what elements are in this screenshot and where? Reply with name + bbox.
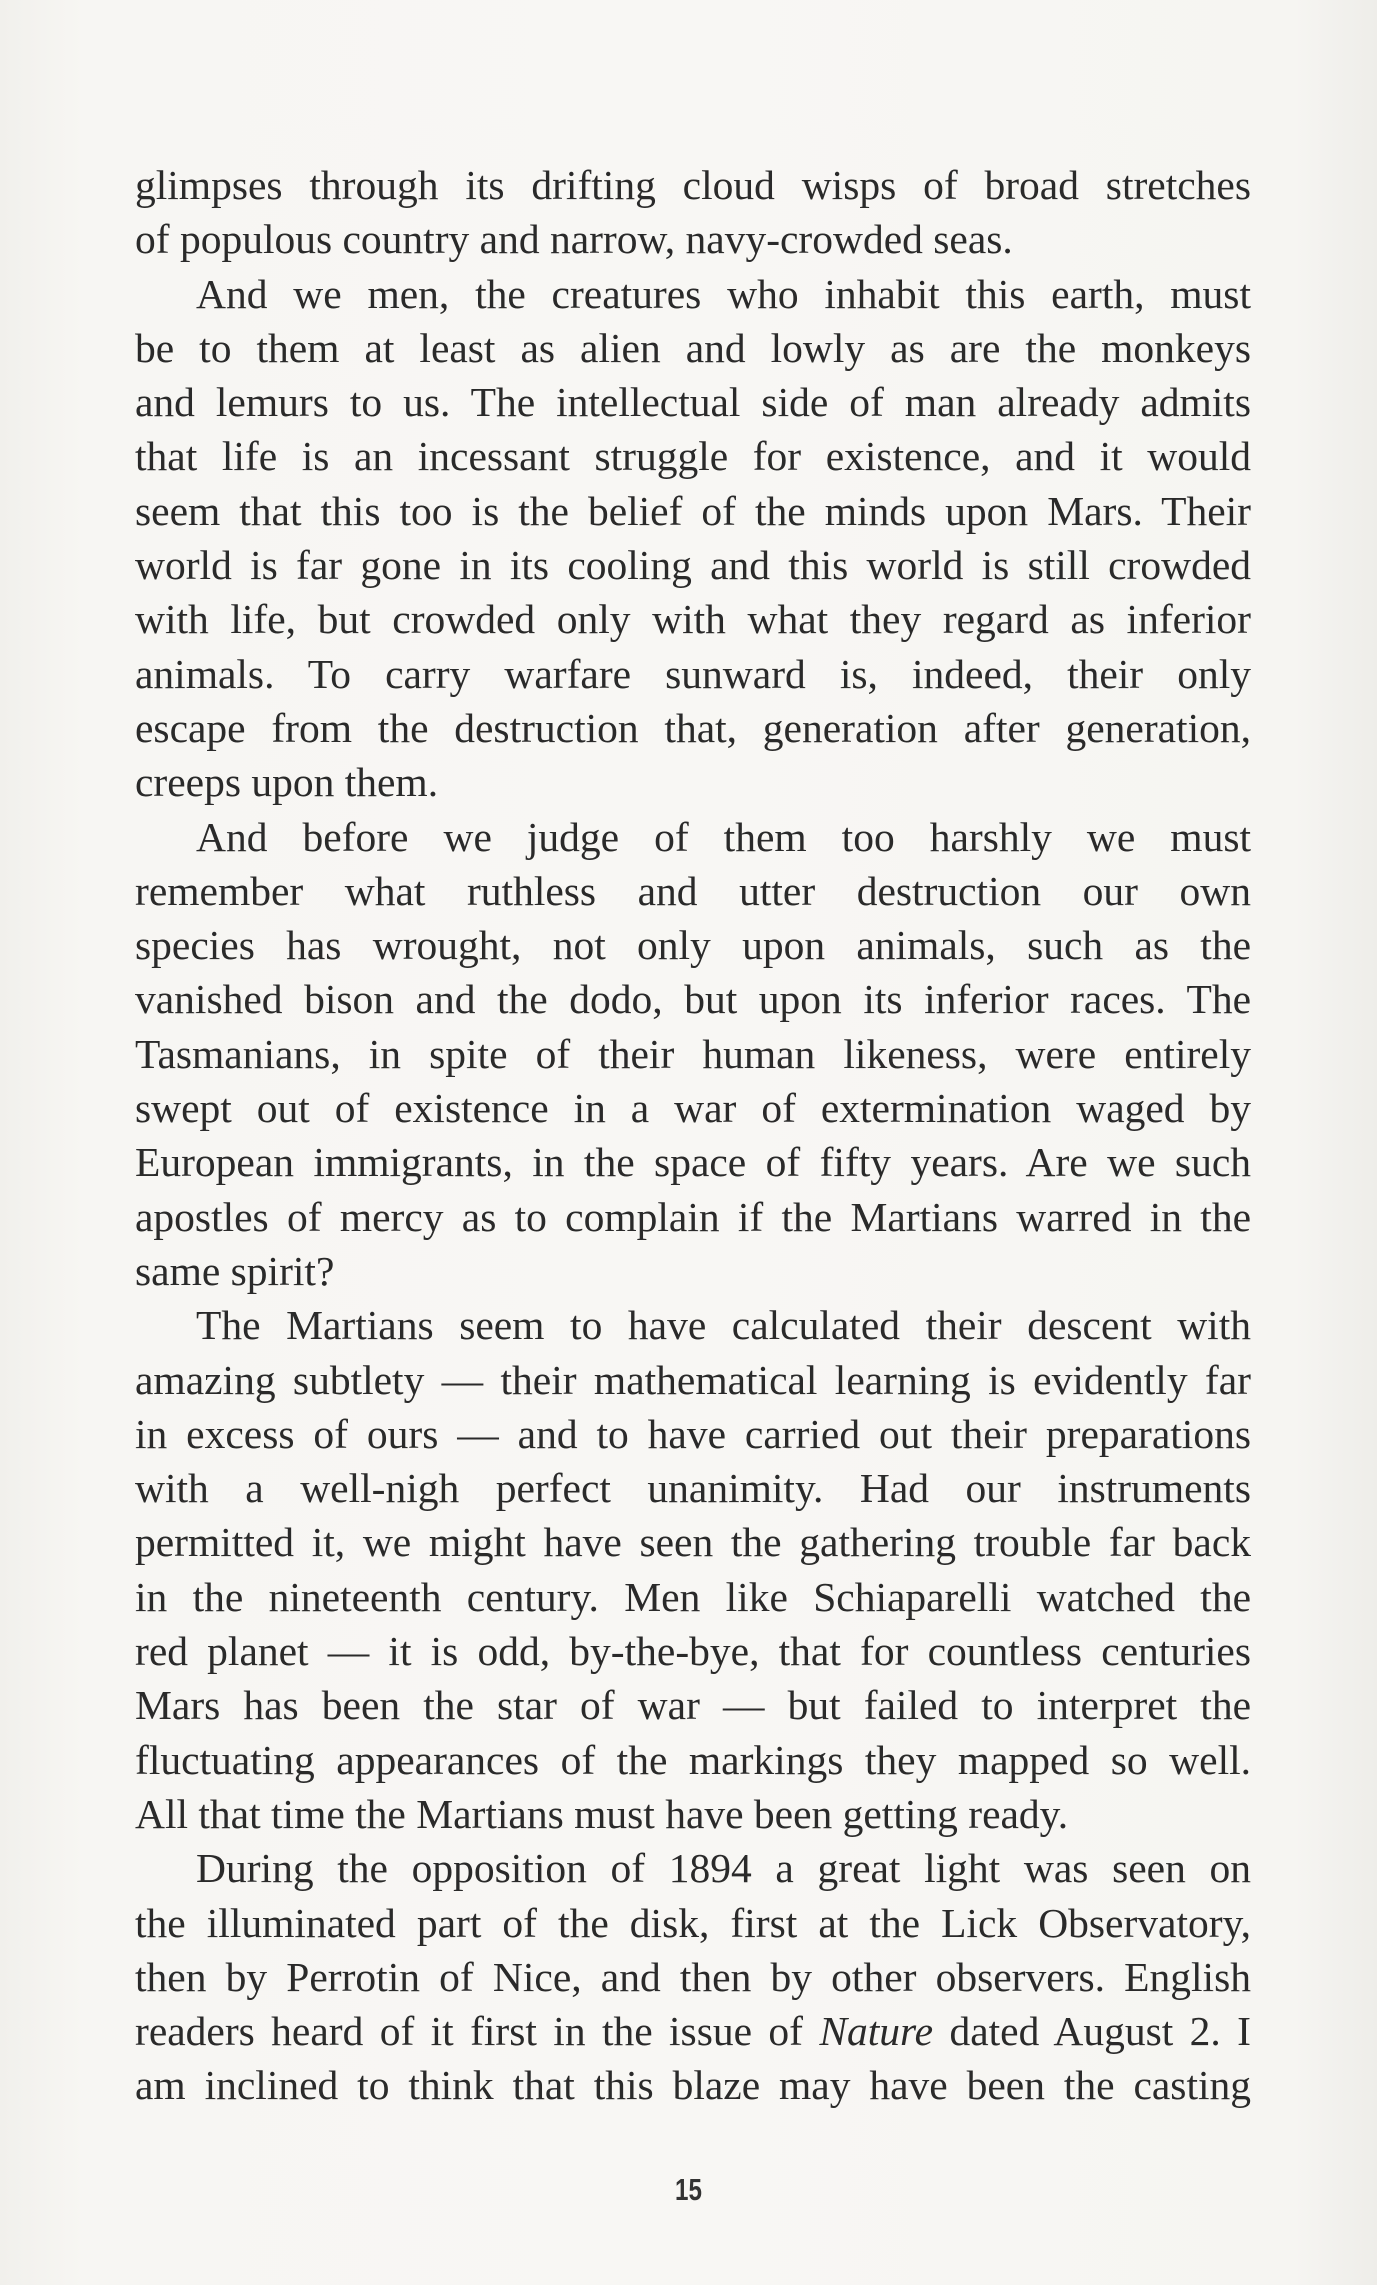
text-line: swept out of existence in a war of extermination waged by bbox=[135, 1085, 1251, 1132]
text-line: that life is an incessant struggle for existence, and it would bbox=[135, 433, 1251, 480]
text-line: fluctuating appearances of the markings they mapped so well. bbox=[135, 1736, 1251, 1783]
text-line: seem that this too is the belief of the minds upon Mars. Their bbox=[135, 487, 1251, 534]
text-line: animals. To carry warfare sunward is, indeed, their only bbox=[135, 650, 1251, 697]
text-line: in the nineteenth century. Men like Schiaparelli watched the bbox=[135, 1573, 1251, 1620]
text-line: All that time the Martians must have been getting ready. bbox=[135, 1790, 1069, 1837]
text-line: remember what ruthless and utter destruction our own bbox=[135, 867, 1251, 914]
text-line: in excess of ours — and to have carried out their preparations bbox=[135, 1410, 1251, 1457]
text-line: Mars has been the star of war — but failed to interpret the bbox=[135, 1682, 1251, 1729]
text-line: same spirit? bbox=[135, 1247, 335, 1294]
text-segment: readers heard of it first in the issue of bbox=[135, 2008, 820, 2055]
text-line: with life, but crowded only with what they regard as inferior bbox=[135, 596, 1251, 643]
body-text bbox=[135, 158, 1251, 2113]
text-line: escape from the destruction that, generation after generation, bbox=[135, 704, 1251, 751]
text-line: red planet — it is odd, by-the-bye, that for countless centuries bbox=[135, 1628, 1251, 1675]
page-number: 15 bbox=[675, 2172, 702, 2207]
text-line: European immigrants, in the space of fifty years. Are we such bbox=[135, 1139, 1251, 1186]
text-line-with-italic bbox=[135, 2004, 1251, 2058]
text-line: permitted it, we might have seen the gathering trouble far back bbox=[135, 1519, 1251, 1566]
journal-title-italic: Nature bbox=[819, 2008, 934, 2055]
text-line: am inclined to think that this blaze may have been the casting bbox=[135, 2062, 1251, 2109]
text-line: and lemurs to us. The intellectual side of man already admits bbox=[135, 379, 1251, 426]
text-line: apostles of mercy as to complain if the Martians warred in the bbox=[135, 1193, 1251, 1240]
text-line: the illuminated part of the disk, first at the Lick Observatory, bbox=[135, 1899, 1251, 1946]
text-line: of populous country and narrow, navy-crowded seas. bbox=[135, 216, 1013, 263]
text-line: with a well-nigh perfect unanimity. Had our instruments bbox=[135, 1465, 1251, 1512]
text-segment: dated August 2. I bbox=[933, 2008, 1251, 2055]
text-line: Tasmanians, in spite of their human likeness, were entirely bbox=[135, 1030, 1251, 1077]
paragraph-start-line: During the opposition of 1894 a great light was seen on bbox=[196, 1845, 1251, 1892]
text-line: creeps upon them. bbox=[135, 759, 439, 806]
text-line: amazing subtlety — their mathematical learning is evidently far bbox=[135, 1356, 1251, 1403]
text-line: vanished bison and the dodo, but upon its inferior races. The bbox=[135, 976, 1251, 1023]
paragraph-start-line: The Martians seem to have calculated their descent with bbox=[196, 1302, 1251, 1349]
paragraph-start-line: And before we judge of them too harshly we must bbox=[196, 813, 1251, 860]
text-line: glimpses through its drifting cloud wisps of broad stretches bbox=[135, 162, 1251, 208]
paragraph-start-line: And we men, the creatures who inhabit this earth, must bbox=[196, 270, 1251, 317]
text-line: species has wrought, not only upon animals, such as the bbox=[135, 922, 1251, 969]
text-line: world is far gone in its cooling and this world is still crowded bbox=[135, 542, 1251, 589]
text-line: be to them at least as alien and lowly as are the monkeys bbox=[135, 324, 1251, 371]
text-line: then by Perrotin of Nice, and then by other observers. English bbox=[135, 1953, 1251, 2000]
